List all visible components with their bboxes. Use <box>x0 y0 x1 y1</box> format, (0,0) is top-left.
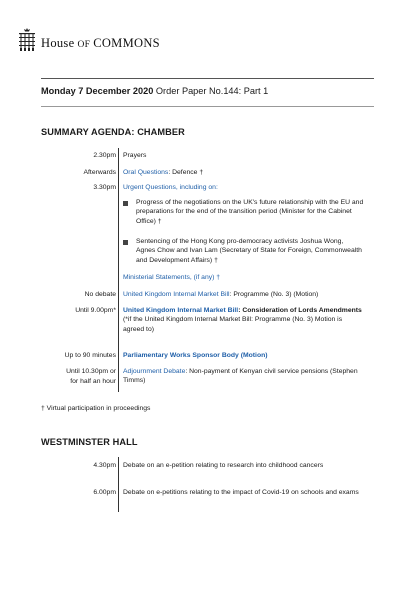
agenda-time: 4.30pm <box>93 462 116 469</box>
agenda-time: Afterwards <box>83 169 116 176</box>
agenda-entry-petition-covid: Debate on e-petitions relating to the impact of Covid-19 on schools and exams <box>123 489 359 496</box>
agenda-time: Until 10.30pm or <box>66 368 116 375</box>
internal-market-bill-link[interactable]: United Kingdom Internal Market Bill <box>123 307 239 314</box>
agenda-entry-petition-cancer: Debate on an e-petition relating to research into childhood cancers <box>123 462 324 469</box>
urgent-questions-link[interactable]: Urgent Questions, including on: <box>123 184 218 191</box>
agenda-time: Until 9.00pm* <box>75 307 116 314</box>
agenda-time: for half an hour <box>70 378 116 385</box>
virtual-participation-footnote: † Virtual participation in proceedings <box>41 405 151 412</box>
agenda-time: 3.30pm <box>93 184 116 191</box>
agenda-entry-oral-questions: Oral Questions: Defence † <box>123 169 204 176</box>
internal-market-bill-link[interactable]: United Kingdom Internal Market Bill <box>123 291 230 298</box>
bullet-icon <box>123 240 128 245</box>
agenda-time: Up to 90 minutes <box>64 352 116 359</box>
portcullis-logo-icon <box>18 28 36 52</box>
westminster-hall-section-title: WESTMINSTER HALL <box>41 437 138 447</box>
urgent-question-item: Sentencing of the Hong Kong pro-democracy activists Joshua Wong, Agnes Chow and Ivan Lam (Secretary of State for Foreign, Commonwealth and Development Affairs) † <box>136 238 362 264</box>
order-paper-number: Order Paper No.144: Part 1 <box>153 86 269 96</box>
agenda-entry-lords-amendments: United Kingdom Internal Market Bill: Consideration of Lords Amendments (*if the United Kingdom Internal Market Bill: Programme (No. 3) Motion is agreed to) <box>123 307 362 333</box>
adjournment-debate-link[interactable]: Adjournment Debate <box>123 368 186 375</box>
bullet-icon <box>123 201 128 206</box>
agenda-entry-sponsor-body <box>123 351 363 360</box>
chamber-section-title: SUMMARY AGENDA: CHAMBER <box>41 127 185 137</box>
chamber-timeline-divider <box>118 148 119 392</box>
agenda-entry-prayers: Prayers <box>123 152 147 159</box>
agenda-entry-adjournment-debate: Adjournment Debate: Non-payment of Kenyan civil service pensions (Stephen Timms) <box>123 368 358 385</box>
agenda-entry-programme-motion: United Kingdom Internal Market Bill: Programme (No. 3) (Motion) <box>123 291 319 298</box>
conditional-note: (*if the United Kingdom Internal Market Bill: Programme (No. 3) Motion is agreed to) <box>123 316 343 333</box>
oral-questions-link[interactable]: Oral Questions <box>123 169 169 176</box>
order-paper-date: Monday 7 December 2020 <box>41 86 154 96</box>
agenda-entry-ministerial-statements <box>123 273 363 282</box>
westminster-timeline-divider <box>118 457 119 512</box>
ministerial-statements-link[interactable]: Ministerial Statements, (if any) † <box>123 274 221 281</box>
agenda-time: 6.00pm <box>93 489 116 496</box>
agenda-entry-urgent-questions <box>123 183 363 192</box>
header-rule-bottom <box>41 106 374 107</box>
agenda-time: 2.30pm <box>93 152 116 159</box>
order-paper-header <box>41 86 268 96</box>
header-rule-top <box>41 78 374 79</box>
urgent-question-item: Progress of the negotiations on the UK's future relationship with the EU and preparations for the end of the transition period (Minister for the Cabinet Office) † <box>136 199 364 225</box>
agenda-time: No debate <box>84 291 116 298</box>
house-of-commons-wordmark: House OF COMMONS <box>41 36 160 50</box>
sponsor-body-link[interactable]: Parliamentary Works Sponsor Body (Motion) <box>123 352 268 359</box>
